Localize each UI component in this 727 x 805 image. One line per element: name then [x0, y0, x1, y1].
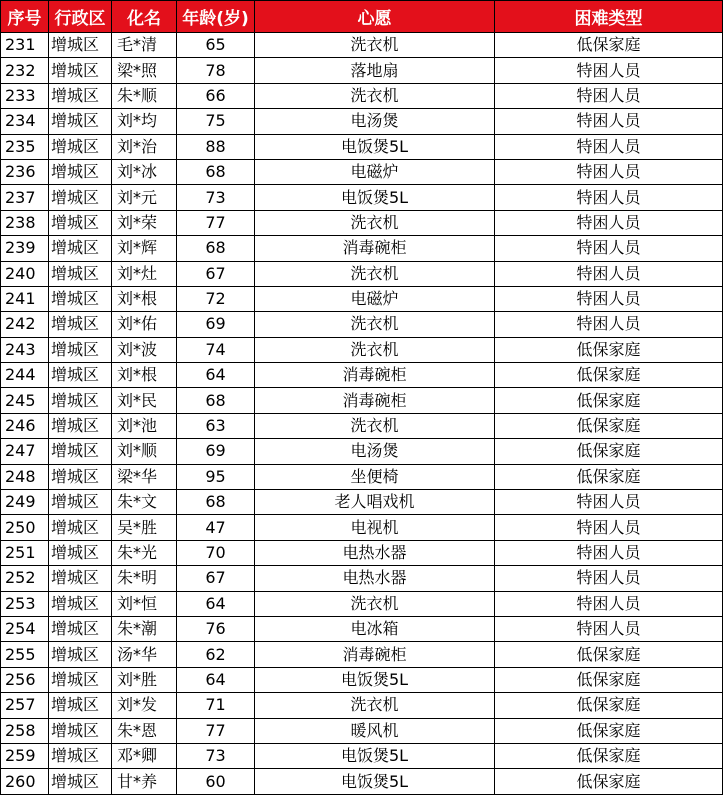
header-district: 行政区 — [49, 1, 112, 33]
cell-hardship-type: 特困人员 — [495, 261, 723, 286]
cell-district: 增城区 — [49, 33, 112, 58]
cell-district: 增城区 — [49, 490, 112, 515]
cell-wish: 电饭煲5L — [255, 185, 495, 210]
cell-wish: 洗衣机 — [255, 83, 495, 108]
cell-wish: 电饭煲5L — [255, 769, 495, 794]
cell-alias: 邓*卿 — [112, 743, 177, 768]
cell-hardship-type: 低保家庭 — [495, 743, 723, 768]
table-row — [1, 591, 723, 616]
cell-alias: 刘*根 — [112, 286, 177, 311]
cell-hardship-type: 低保家庭 — [495, 337, 723, 362]
cell-district: 增城区 — [49, 185, 112, 210]
cell-hardship-type: 低保家庭 — [495, 464, 723, 489]
table-row — [1, 413, 723, 438]
table-row — [1, 464, 723, 489]
cell-age: 47 — [177, 515, 255, 540]
table-row — [1, 718, 723, 743]
cell-wish: 洗衣机 — [255, 591, 495, 616]
cell-hardship-type: 特困人员 — [495, 236, 723, 261]
cell-serial-number: 239 — [1, 236, 49, 261]
header-row — [1, 1, 723, 33]
cell-age: 77 — [177, 718, 255, 743]
cell-serial-number: 237 — [1, 185, 49, 210]
cell-wish: 电视机 — [255, 515, 495, 540]
cell-wish: 消毒碗柜 — [255, 236, 495, 261]
cell-hardship-type: 特困人员 — [495, 159, 723, 184]
cell-serial-number: 241 — [1, 286, 49, 311]
table-row — [1, 159, 723, 184]
table-row — [1, 337, 723, 362]
cell-wish: 洗衣机 — [255, 337, 495, 362]
cell-wish: 电汤煲 — [255, 439, 495, 464]
cell-hardship-type: 特困人员 — [495, 515, 723, 540]
table-row — [1, 286, 723, 311]
cell-serial-number: 243 — [1, 337, 49, 362]
header-hardship-type: 困难类型 — [495, 1, 723, 33]
table-row — [1, 693, 723, 718]
cell-age: 76 — [177, 616, 255, 641]
cell-serial-number: 250 — [1, 515, 49, 540]
header-serial-number: 序号 — [1, 1, 49, 33]
cell-serial-number: 247 — [1, 439, 49, 464]
table-row — [1, 109, 723, 134]
cell-wish: 洗衣机 — [255, 312, 495, 337]
cell-serial-number: 253 — [1, 591, 49, 616]
table-row — [1, 236, 723, 261]
cell-hardship-type: 特困人员 — [495, 185, 723, 210]
cell-district: 增城区 — [49, 134, 112, 159]
cell-hardship-type: 特困人员 — [495, 591, 723, 616]
cell-hardship-type: 特困人员 — [495, 490, 723, 515]
table-row — [1, 566, 723, 591]
cell-district: 增城区 — [49, 58, 112, 83]
cell-wish: 消毒碗柜 — [255, 388, 495, 413]
table-row — [1, 667, 723, 692]
cell-hardship-type: 特困人员 — [495, 540, 723, 565]
cell-wish: 电汤煲 — [255, 109, 495, 134]
cell-wish: 洗衣机 — [255, 413, 495, 438]
cell-serial-number: 233 — [1, 83, 49, 108]
cell-hardship-type: 特困人员 — [495, 286, 723, 311]
cell-district: 增城区 — [49, 540, 112, 565]
header-wish: 心愿 — [255, 1, 495, 33]
cell-age: 62 — [177, 642, 255, 667]
cell-wish: 电饭煲5L — [255, 134, 495, 159]
cell-alias: 朱*明 — [112, 566, 177, 591]
cell-serial-number: 259 — [1, 743, 49, 768]
cell-wish: 消毒碗柜 — [255, 363, 495, 388]
cell-alias: 刘*治 — [112, 134, 177, 159]
cell-hardship-type: 特困人员 — [495, 58, 723, 83]
cell-alias: 刘*顺 — [112, 439, 177, 464]
table-row — [1, 743, 723, 768]
cell-hardship-type: 低保家庭 — [495, 718, 723, 743]
cell-age: 77 — [177, 210, 255, 235]
cell-alias: 朱*潮 — [112, 616, 177, 641]
cell-district: 增城区 — [49, 109, 112, 134]
cell-district: 增城区 — [49, 464, 112, 489]
table-row — [1, 134, 723, 159]
table-row — [1, 515, 723, 540]
cell-serial-number: 231 — [1, 33, 49, 58]
cell-alias: 刘*民 — [112, 388, 177, 413]
cell-district: 增城区 — [49, 363, 112, 388]
cell-hardship-type: 低保家庭 — [495, 33, 723, 58]
cell-age: 69 — [177, 312, 255, 337]
cell-alias: 刘*均 — [112, 109, 177, 134]
table-row — [1, 439, 723, 464]
cell-serial-number: 252 — [1, 566, 49, 591]
cell-district: 增城区 — [49, 210, 112, 235]
cell-alias: 刘*佑 — [112, 312, 177, 337]
cell-hardship-type: 特困人员 — [495, 312, 723, 337]
cell-district: 增城区 — [49, 566, 112, 591]
cell-district: 增城区 — [49, 743, 112, 768]
cell-alias: 刘*恒 — [112, 591, 177, 616]
cell-alias: 朱*恩 — [112, 718, 177, 743]
cell-alias: 朱*顺 — [112, 83, 177, 108]
cell-wish: 电热水器 — [255, 566, 495, 591]
table-row — [1, 616, 723, 641]
cell-serial-number: 245 — [1, 388, 49, 413]
cell-serial-number: 256 — [1, 667, 49, 692]
cell-hardship-type: 特困人员 — [495, 566, 723, 591]
cell-age: 73 — [177, 185, 255, 210]
cell-age: 73 — [177, 743, 255, 768]
cell-district: 增城区 — [49, 286, 112, 311]
table-row — [1, 261, 723, 286]
cell-wish: 电热水器 — [255, 540, 495, 565]
cell-wish: 电冰箱 — [255, 616, 495, 641]
cell-hardship-type: 低保家庭 — [495, 667, 723, 692]
cell-alias: 朱*光 — [112, 540, 177, 565]
cell-alias: 甘*养 — [112, 769, 177, 794]
table-row — [1, 642, 723, 667]
cell-serial-number: 244 — [1, 363, 49, 388]
table-row — [1, 33, 723, 58]
cell-serial-number: 236 — [1, 159, 49, 184]
table-row — [1, 388, 723, 413]
cell-age: 71 — [177, 693, 255, 718]
cell-district: 增城区 — [49, 718, 112, 743]
cell-wish: 暖风机 — [255, 718, 495, 743]
table-row — [1, 363, 723, 388]
table-row — [1, 540, 723, 565]
cell-district: 增城区 — [49, 616, 112, 641]
cell-serial-number: 248 — [1, 464, 49, 489]
cell-alias: 刘*辉 — [112, 236, 177, 261]
table-row — [1, 490, 723, 515]
cell-wish: 洗衣机 — [255, 261, 495, 286]
cell-age: 69 — [177, 439, 255, 464]
cell-serial-number: 232 — [1, 58, 49, 83]
cell-hardship-type: 低保家庭 — [495, 693, 723, 718]
cell-district: 增城区 — [49, 312, 112, 337]
cell-alias: 梁*华 — [112, 464, 177, 489]
cell-wish: 落地扇 — [255, 58, 495, 83]
cell-serial-number: 235 — [1, 134, 49, 159]
cell-age: 68 — [177, 490, 255, 515]
cell-alias: 梁*照 — [112, 58, 177, 83]
table-row — [1, 312, 723, 337]
cell-hardship-type: 低保家庭 — [495, 642, 723, 667]
cell-district: 增城区 — [49, 439, 112, 464]
cell-age: 74 — [177, 337, 255, 362]
cell-age: 64 — [177, 591, 255, 616]
cell-district: 增城区 — [49, 83, 112, 108]
cell-hardship-type: 特困人员 — [495, 83, 723, 108]
cell-district: 增城区 — [49, 337, 112, 362]
cell-age: 60 — [177, 769, 255, 794]
cell-hardship-type: 低保家庭 — [495, 363, 723, 388]
cell-wish: 电磁炉 — [255, 159, 495, 184]
cell-district: 增城区 — [49, 667, 112, 692]
cell-wish: 洗衣机 — [255, 210, 495, 235]
cell-alias: 刘*发 — [112, 693, 177, 718]
cell-wish: 电饭煲5L — [255, 743, 495, 768]
cell-age: 88 — [177, 134, 255, 159]
cell-serial-number: 249 — [1, 490, 49, 515]
cell-district: 增城区 — [49, 159, 112, 184]
cell-alias: 刘*波 — [112, 337, 177, 362]
cell-hardship-type: 特困人员 — [495, 109, 723, 134]
cell-alias: 朱*文 — [112, 490, 177, 515]
cell-age: 68 — [177, 236, 255, 261]
cell-age: 64 — [177, 667, 255, 692]
cell-district: 增城区 — [49, 642, 112, 667]
cell-serial-number: 251 — [1, 540, 49, 565]
cell-hardship-type: 低保家庭 — [495, 769, 723, 794]
cell-alias: 刘*荣 — [112, 210, 177, 235]
cell-wish: 电磁炉 — [255, 286, 495, 311]
cell-serial-number: 246 — [1, 413, 49, 438]
header-age: 年龄(岁) — [177, 1, 255, 33]
cell-serial-number: 242 — [1, 312, 49, 337]
header-alias: 化名 — [112, 1, 177, 33]
cell-age: 65 — [177, 33, 255, 58]
cell-district: 增城区 — [49, 515, 112, 540]
cell-wish: 洗衣机 — [255, 693, 495, 718]
cell-age: 70 — [177, 540, 255, 565]
cell-alias: 刘*灶 — [112, 261, 177, 286]
cell-hardship-type: 特困人员 — [495, 134, 723, 159]
cell-alias: 刘*池 — [112, 413, 177, 438]
cell-wish: 老人唱戏机 — [255, 490, 495, 515]
cell-alias: 刘*胜 — [112, 667, 177, 692]
cell-alias: 刘*根 — [112, 363, 177, 388]
cell-age: 63 — [177, 413, 255, 438]
cell-district: 增城区 — [49, 236, 112, 261]
cell-hardship-type: 低保家庭 — [495, 388, 723, 413]
cell-district: 增城区 — [49, 769, 112, 794]
cell-alias: 刘*元 — [112, 185, 177, 210]
cell-district: 增城区 — [49, 693, 112, 718]
cell-age: 64 — [177, 363, 255, 388]
table-row — [1, 185, 723, 210]
cell-age: 72 — [177, 286, 255, 311]
cell-age: 67 — [177, 261, 255, 286]
table-row — [1, 210, 723, 235]
cell-alias: 毛*清 — [112, 33, 177, 58]
cell-hardship-type: 特困人员 — [495, 210, 723, 235]
cell-serial-number: 254 — [1, 616, 49, 641]
cell-hardship-type: 低保家庭 — [495, 439, 723, 464]
cell-alias: 汤*华 — [112, 642, 177, 667]
cell-serial-number: 255 — [1, 642, 49, 667]
cell-district: 增城区 — [49, 388, 112, 413]
cell-wish: 坐便椅 — [255, 464, 495, 489]
cell-alias: 刘*冰 — [112, 159, 177, 184]
table-row — [1, 769, 723, 794]
cell-serial-number: 258 — [1, 718, 49, 743]
cell-district: 增城区 — [49, 261, 112, 286]
cell-hardship-type: 低保家庭 — [495, 413, 723, 438]
cell-district: 增城区 — [49, 591, 112, 616]
cell-hardship-type: 特困人员 — [495, 616, 723, 641]
cell-serial-number: 234 — [1, 109, 49, 134]
cell-wish: 电饭煲5L — [255, 667, 495, 692]
cell-age: 95 — [177, 464, 255, 489]
cell-serial-number: 260 — [1, 769, 49, 794]
cell-age: 78 — [177, 58, 255, 83]
cell-serial-number: 240 — [1, 261, 49, 286]
cell-age: 66 — [177, 83, 255, 108]
cell-age: 67 — [177, 566, 255, 591]
cell-serial-number: 238 — [1, 210, 49, 235]
cell-wish: 消毒碗柜 — [255, 642, 495, 667]
cell-age: 68 — [177, 159, 255, 184]
table-row — [1, 58, 723, 83]
cell-alias: 吴*胜 — [112, 515, 177, 540]
table-row — [1, 83, 723, 108]
cell-age: 75 — [177, 109, 255, 134]
cell-age: 68 — [177, 388, 255, 413]
cell-district: 增城区 — [49, 413, 112, 438]
cell-wish: 洗衣机 — [255, 33, 495, 58]
cell-serial-number: 257 — [1, 693, 49, 718]
